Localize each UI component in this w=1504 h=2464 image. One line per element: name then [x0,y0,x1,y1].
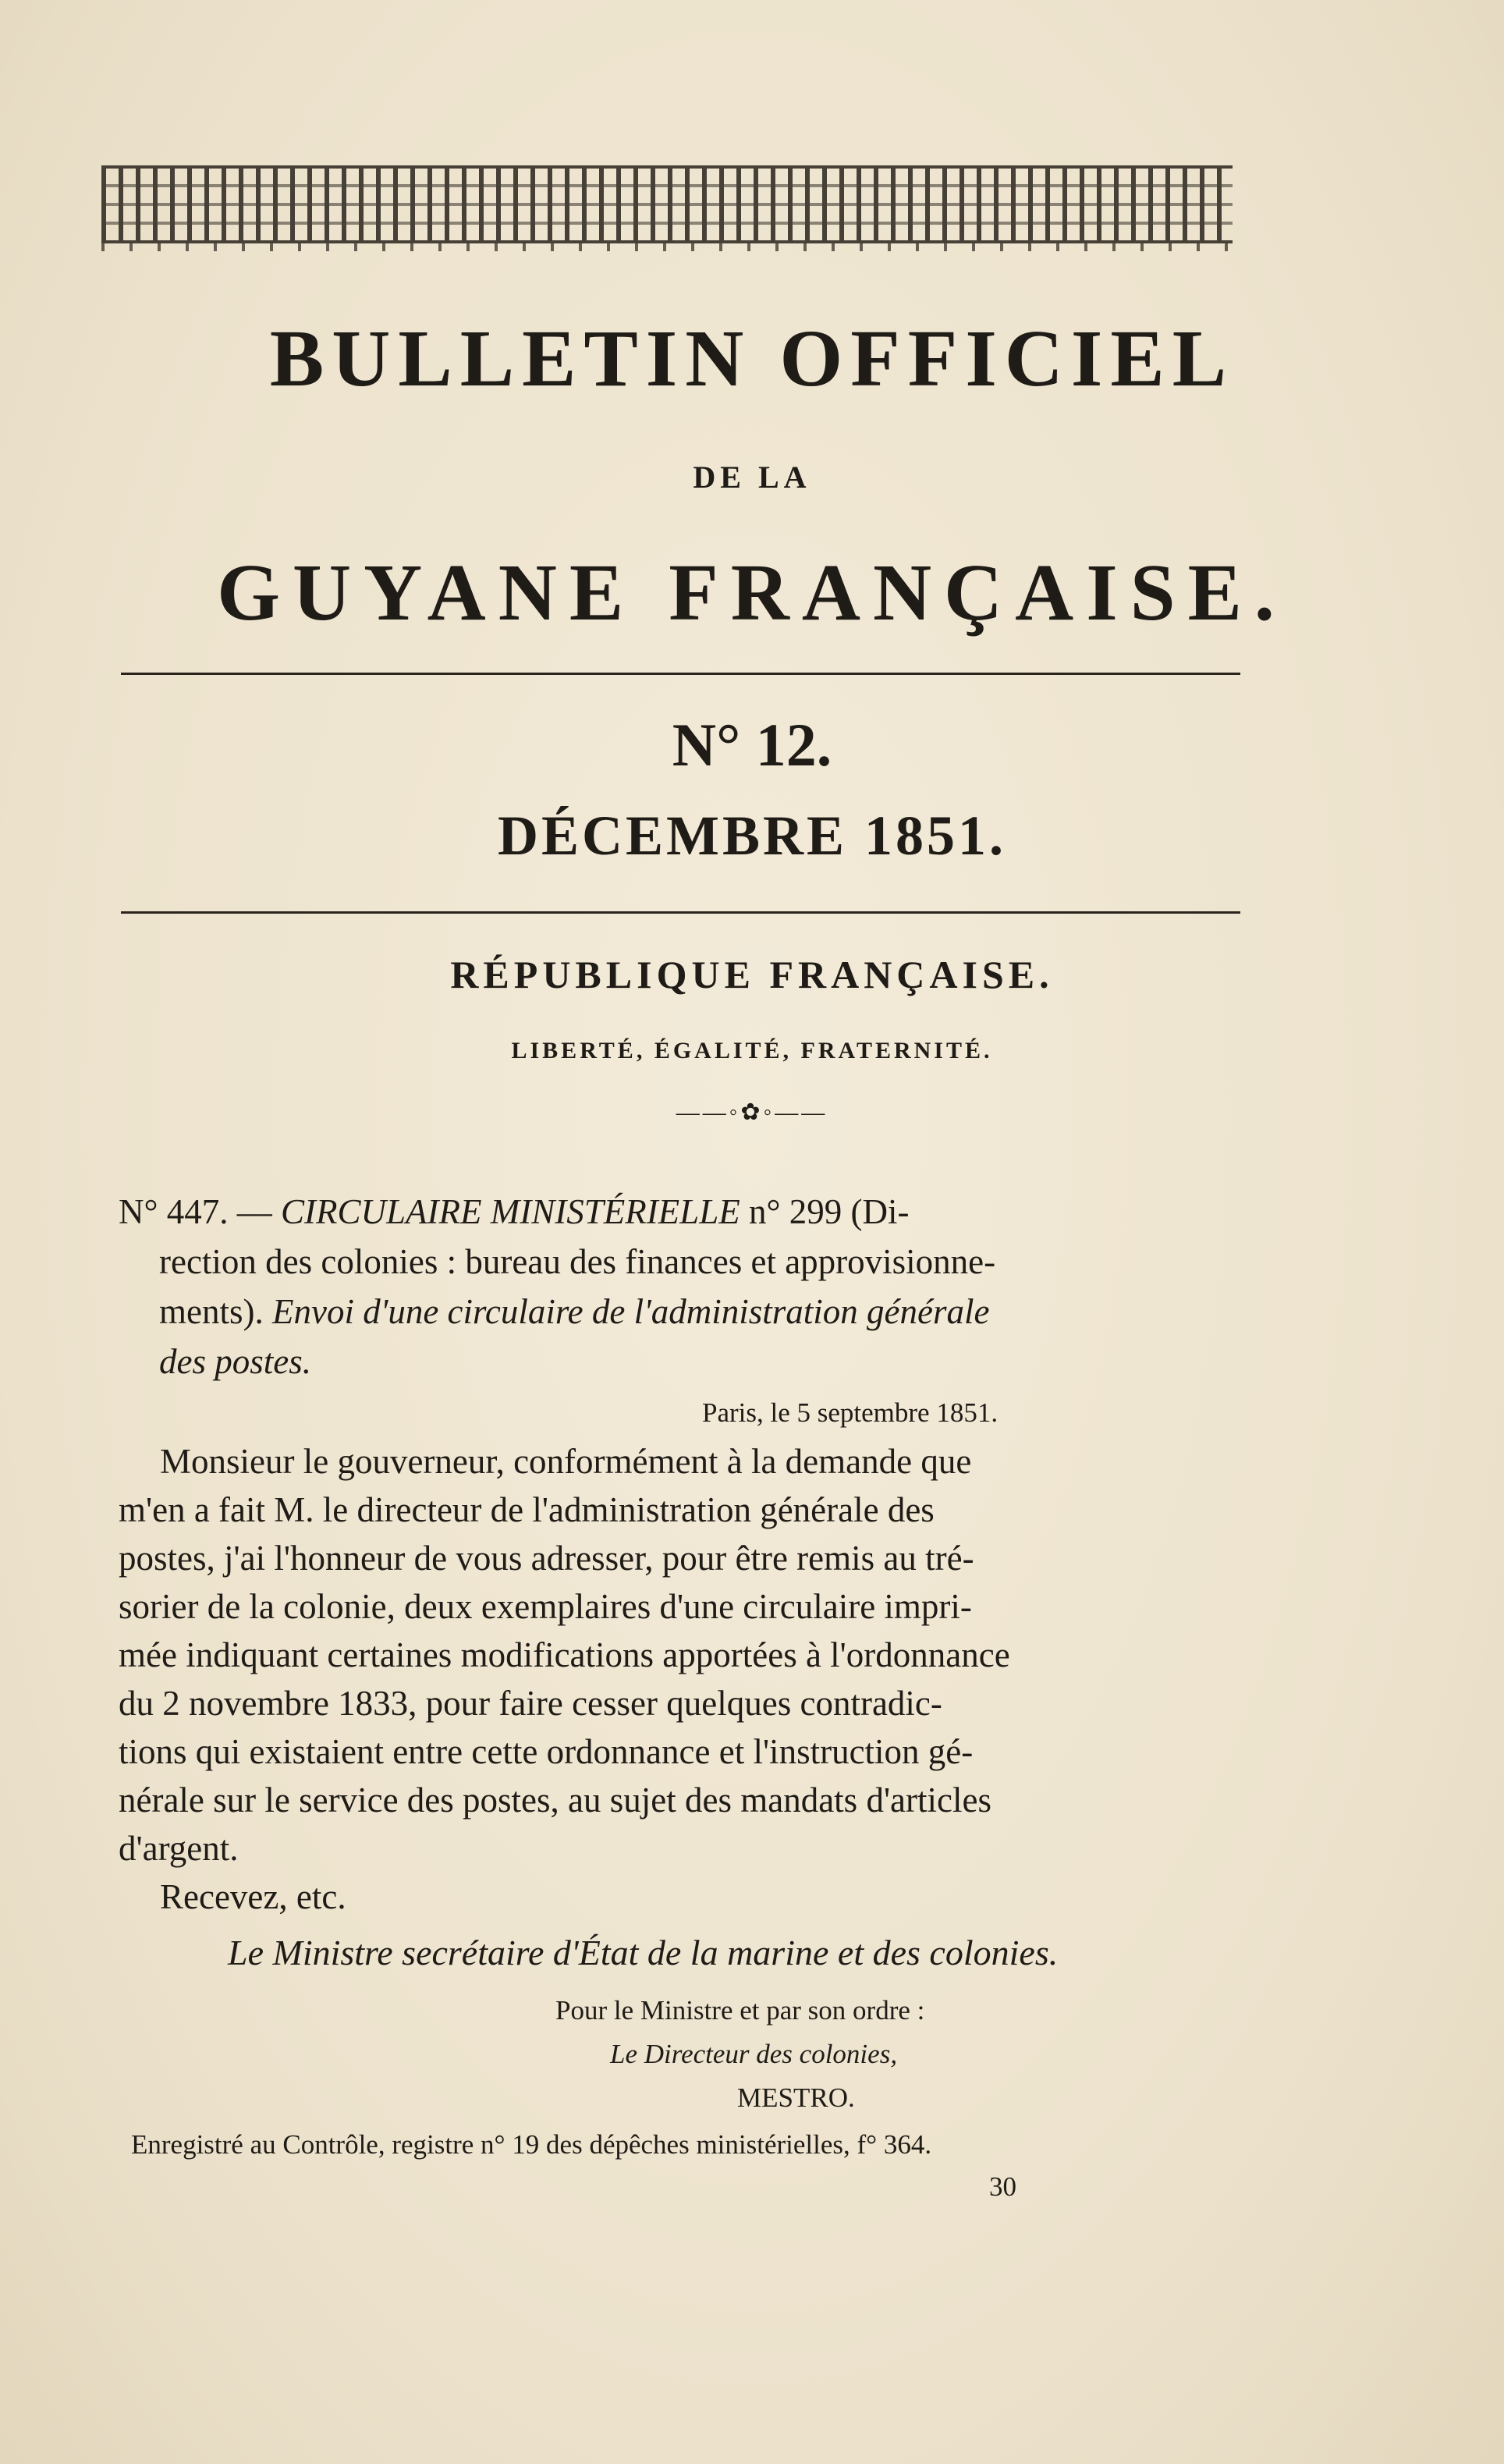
ornamental-fringe [101,243,1233,251]
title-de-la: DE LA [693,460,811,495]
place-date: Paris, le 5 septembre 1851. [702,1397,999,1428]
body-line: tions qui existaient entre cette ordonnance et l'instruction gé- [119,1732,974,1771]
issue-number: N° 12. [672,711,832,779]
article-heading-line4: des postes. [159,1342,311,1381]
body-line: sorier de la colonie, deux exemplaires d'une circulaire impri- [119,1587,972,1626]
heading-plain: ments). [159,1292,272,1331]
signature-for: Pour le Ministre et par son ordre : [555,1995,925,2026]
issue-rule [121,911,1240,914]
article-number: N° 447. — [119,1192,281,1231]
section-ornament: ——◦✿◦—— [676,1099,828,1125]
body-line: du 2 novembre 1833, pour faire cesser quelques contradic- [119,1684,942,1723]
article-type: CIRCULAIRE MINISTÉRIELLE [281,1192,740,1231]
republic-motto: LIBERTÉ, ÉGALITÉ, FRATERNITÉ. [511,1038,993,1063]
registration-note: Enregistré au Contrôle, registre n° 19 des dépêches ministérielles, f° 364. [131,2129,932,2160]
page-marker: 30 [989,2171,1016,2202]
article-heading-line1 [119,1188,1257,1236]
republic-name: RÉPUBLIQUE FRANÇAISE. [450,953,1054,996]
article-heading-line2: rection des colonies : bureau des finances et approvisionne- [159,1242,996,1281]
signature-role: Le Directeur des colonies, [610,2039,898,2069]
body-line: postes, j'ai l'honneur de vous adresser, pour être remis au tré- [119,1539,974,1578]
body-line: mée indiquant certaines modifications apportées à l'ordonnance [119,1635,1010,1674]
heading-subject: Envoi d'une circulaire de l'administration générale [271,1292,990,1331]
article-heading-line3 [159,1287,1250,1336]
title-bulletin-officiel: BULLETIN OFFICIEL [269,314,1235,403]
signature-name: MESTRO. [737,2082,855,2113]
masthead-rule [121,673,1240,675]
ornamental-header-band [101,165,1233,243]
closing-formula: Recevez, etc. [160,1877,346,1916]
body-line: m'en a fait M. le directeur de l'administration générale des [119,1490,935,1529]
signature-title: Le Ministre secrétaire d'État de la marine et des colonies. [228,1933,1059,1972]
body-line: Monsieur le gouverneur, conformément à la demande que [160,1442,972,1481]
issue-date: DÉCEMBRE 1851. [497,804,1007,867]
body-line: nérale sur le service des postes, au sujet des mandats d'articles [119,1781,991,1820]
title-guyane-francaise: GUYANE FRANÇAISE. [217,548,1287,637]
body-line: d'argent. [119,1829,239,1868]
article-circular-number: n° 299 (Di- [740,1192,910,1231]
